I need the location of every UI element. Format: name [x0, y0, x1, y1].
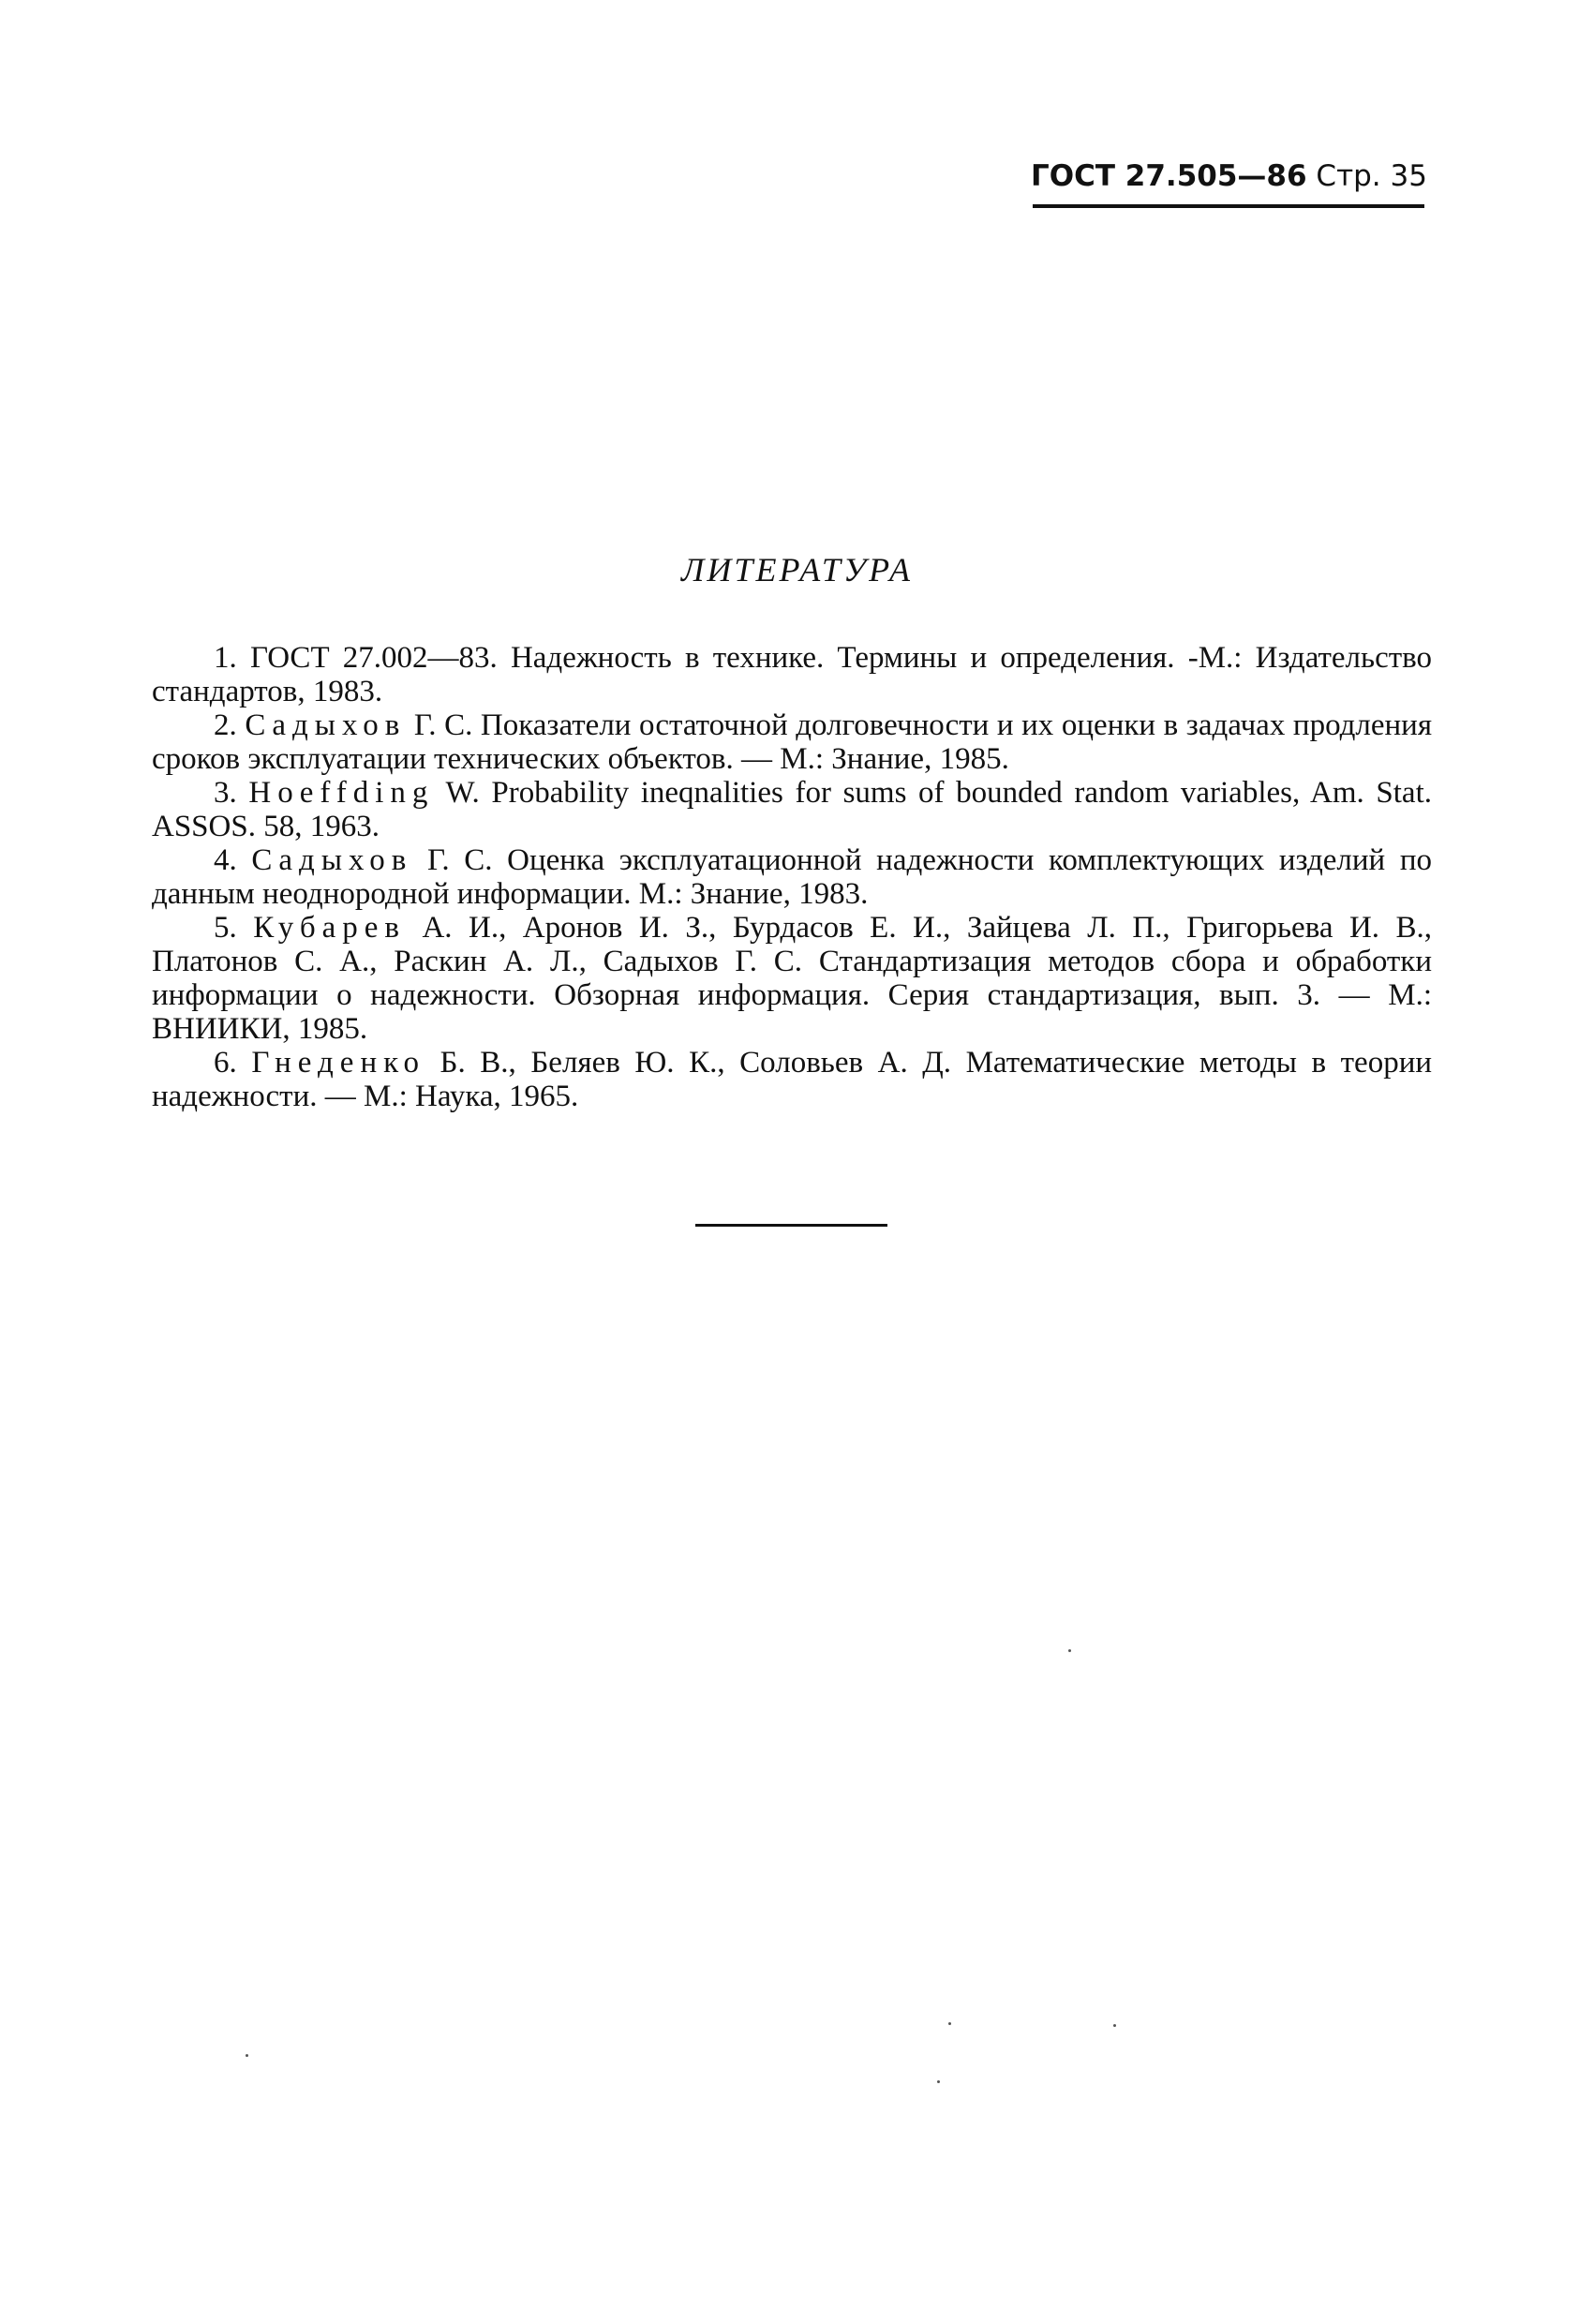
reference-author: Садыхов: [251, 843, 413, 877]
reference-author: Кубарев: [253, 911, 406, 945]
reference-author: Hoeffding: [248, 776, 435, 810]
reference-number: 5.: [214, 911, 237, 945]
reference-text: Г. С. Оценка эксплуатационной надежности комплектующих изделий по данным неоднородной информации. М.: Знание, 1983.: [152, 843, 1433, 911]
reference-number: 1.: [214, 641, 237, 675]
page-number: Стр. 35: [1316, 159, 1427, 193]
reference-text: А. И., Аронов И. З., Бурдасов Е. И., Зайцева Л. П., Григорьева И. В., Платонов С. А., Раскин А. Л., Садыхов Г. С. Стандартизация методов сбора и обработки информации о надежности. Обзорная информация. Серия стандартизация, вып. 3. — М.: ВНИИКИ, 1985.: [152, 911, 1433, 1046]
reference-text: Б. В., Беляев Ю. К., Соловьев А. Д. Математические методы в теории надежности. — М.: Наука, 1965.: [152, 1046, 1433, 1113]
reference-author: Садыхов: [245, 708, 407, 742]
reference-item: [152, 911, 1432, 1046]
scan-speck: [1113, 2024, 1116, 2027]
scan-speck: [937, 2080, 940, 2083]
standard-number: ГОСТ 27.505—86: [1031, 159, 1307, 193]
reference-list: [152, 641, 1432, 1113]
reference-text: Г. С. Показатели остаточной долговечности и их оценки в задачах продления сроков эксплуатации технических объектов. — М.: Знание, 1985.: [152, 708, 1433, 776]
reference-text: W. Probability ineqnalities for sums of bounded random variables, Am. Stat. ASSOS. 58, 1963.: [152, 776, 1432, 843]
reference-item: [152, 641, 1432, 708]
header-rule: [1033, 204, 1424, 208]
end-rule: [695, 1224, 887, 1227]
reference-item: [152, 1046, 1432, 1113]
scan-speck: [1068, 1649, 1071, 1652]
reference-item: [152, 708, 1432, 776]
reference-number: 6.: [214, 1046, 237, 1080]
scan-speck: [246, 2054, 248, 2057]
reference-item: [152, 843, 1432, 911]
reference-number: 4.: [214, 843, 237, 877]
reference-author: Гнеденко: [251, 1046, 425, 1080]
reference-item: [152, 776, 1432, 843]
scan-speck: [948, 2022, 951, 2025]
reference-number: 3.: [214, 776, 237, 810]
reference-text: ГОСТ 27.002—83. Надежность в технике. Термины и определения. -М.: Издательство стандартов, 1983.: [152, 641, 1433, 708]
page-header: [1031, 157, 1427, 195]
reference-number: 2.: [214, 708, 237, 742]
section-title: ЛИТЕРАТУРА: [681, 551, 913, 588]
